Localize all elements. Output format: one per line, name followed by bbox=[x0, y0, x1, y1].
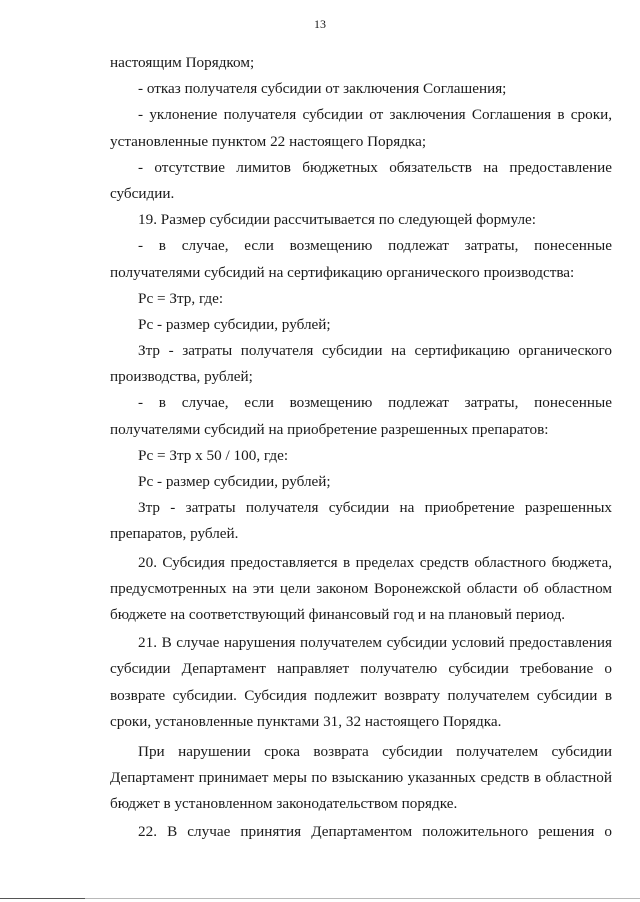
text-line: возврате субсидии. Субсидия подлежит возврату получателем субсидии в bbox=[110, 686, 612, 704]
text-line: настоящим Порядком; bbox=[110, 54, 255, 71]
text-line: - отсутствие лимитов бюджетных обязательств на предоставление bbox=[138, 158, 612, 176]
formula-line: Рс = Зтр х 50 / 100, где: bbox=[138, 446, 289, 464]
text-line: Департамент принимает меры по взысканию указанных средств в областной bbox=[110, 769, 612, 787]
page-number: 13 bbox=[314, 17, 326, 31]
text-line: субсидии Департамент направляет получателю субсидии требование о bbox=[110, 660, 612, 678]
text-line: - в случае, если возмещению подлежат затраты, понесенные bbox=[138, 237, 612, 255]
text-line: сроки, установленные пунктами 31, 32 настоящего Порядка. bbox=[110, 712, 502, 730]
text-line: производства, рублей; bbox=[110, 368, 253, 386]
text-line: 22. В случае принятия Департаментом положительного решения о bbox=[138, 823, 612, 841]
text-line: 19. Размер субсидии рассчитывается по следующей формуле: bbox=[138, 211, 537, 229]
text-line: предусмотренных на эти цели законом Воронежской области об областном bbox=[110, 579, 612, 597]
text-line: субсидии. bbox=[110, 184, 175, 202]
text-line: бюджете на соответствующий финансовый год и на плановый период. bbox=[110, 605, 566, 623]
text-line: Зтр - затраты получателя субсидии на сертификацию органического bbox=[138, 342, 612, 360]
formula-line: Рс = Зтр, где: bbox=[138, 289, 224, 307]
text-line: - уклонение получателя субсидии от заключения Соглашения в сроки, bbox=[138, 106, 612, 124]
text-line: 21. В случае нарушения получателем субсидии условий предоставления bbox=[138, 634, 612, 652]
text-line: 20. Субсидия предоставляется в пределах средств областного бюджета, bbox=[138, 553, 612, 571]
text-line: получателями субсидий на приобретение разрешенных препаратов: bbox=[110, 420, 549, 438]
text-line: Рс - размер субсидии, рублей; bbox=[138, 473, 331, 490]
text-line: Зтр - затраты получателя субсидии на приобретение разрешенных bbox=[138, 499, 612, 517]
bottom-edge-divider bbox=[0, 898, 640, 899]
text-line: Рс - размер субсидии, рублей; bbox=[138, 315, 331, 333]
bottom-edge-mark bbox=[0, 898, 85, 899]
document-body bbox=[110, 50, 612, 846]
text-line: препаратов, рублей. bbox=[110, 525, 239, 543]
text-line: - в случае, если возмещению подлежат затраты, понесенные bbox=[138, 394, 612, 412]
text-line: - отказ получателя субсидии от заключения Соглашения; bbox=[138, 80, 507, 98]
text-line: получателями субсидий на сертификацию органического производства: bbox=[110, 263, 575, 281]
text-line: установленные пунктом 22 настоящего Порядка; bbox=[110, 132, 427, 150]
text-line: бюджет в установленном законодательством порядке. bbox=[110, 795, 458, 813]
text-line: При нарушении срока возврата субсидии получателем субсидии bbox=[138, 742, 612, 760]
